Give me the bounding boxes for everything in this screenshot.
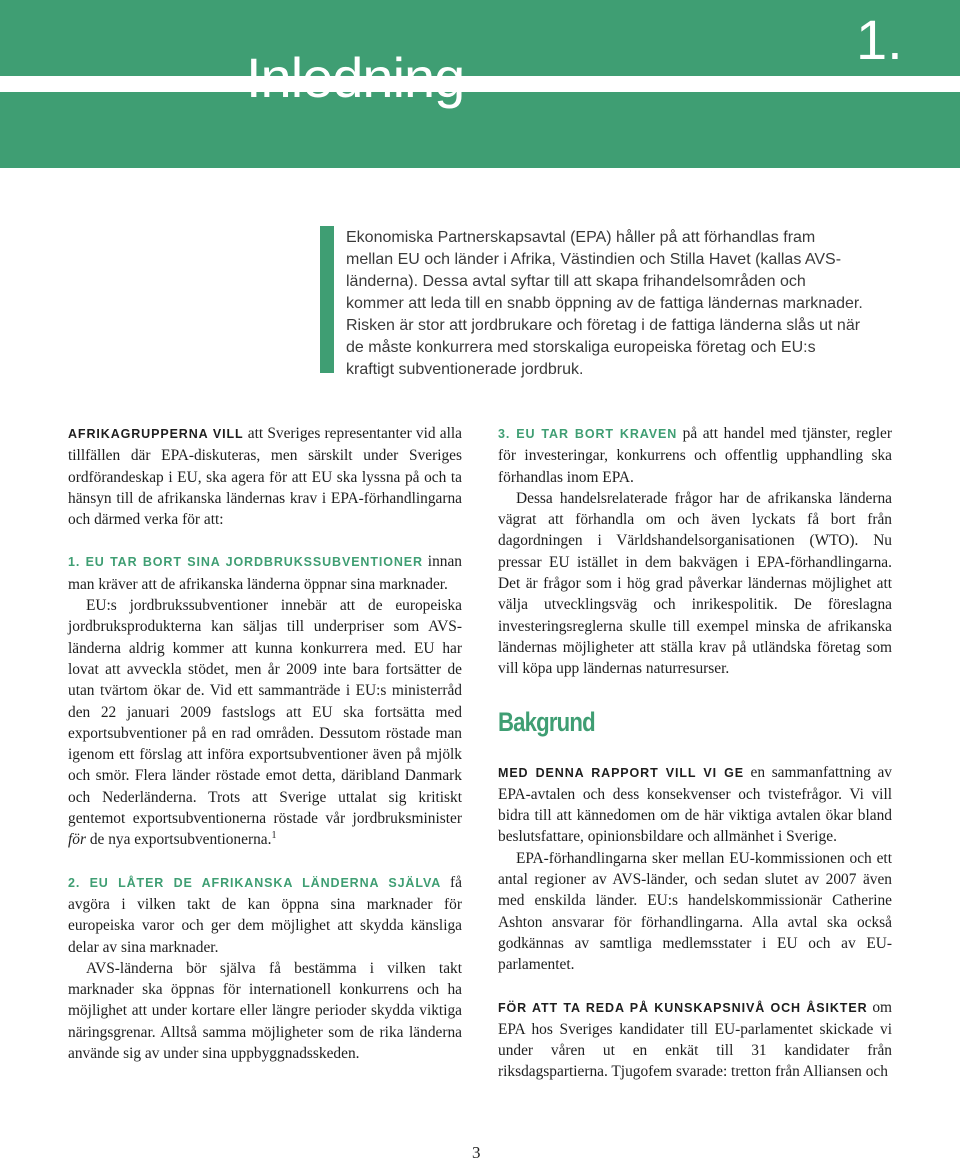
paragraph [498,997,892,1083]
paragraph-text: EPA-förhandlingarna sker mellan EU-kommissionen och ett antal regioner av AVS-länder, och sedan slutet av 2007 även med enskilda länder. EU:s handelskommissionär Catherine Ashton ansvarar för förhandlingarna. Alla avtal ska också godkännas av samtliga medlemsstater i EU och av EU-parlamentet. [498,849,892,974]
demand-3 [498,423,892,488]
paragraph-text-end: de nya exportsubventionerna. [85,831,272,849]
left-column [68,423,462,1064]
run-in-heading: AFRIKAGRUPPERNA VILL [68,427,244,441]
paragraph-text: AVS-länderna bör själva få bestämma i vilken takt marknader ska öppnas för internationell konkurrens och ha möjlighet att under kortare eller längre perioder skydda viktiga näringsgrenar. Alltså samma möjligheter som de rika länderna använde sig av under sina uppbyggnadsskeden. [68,959,462,1063]
page-number: 3 [472,1143,481,1162]
demand-text: innan man kräver att de afrikanska länderna öppnar sina marknader. [68,553,462,593]
chapter-number: 1. [856,8,903,71]
paragraph [68,958,462,1064]
demand-1 [68,551,462,595]
run-in-heading: FÖR ATT TA REDA PÅ KUNSKAPSNIVÅ OCH ÅSIKTER [498,1000,868,1015]
demand-text: på att handel med tjänster, regler för investeringar, konkurrens och offentlig upphandling ska förhandlas inom EPA. [498,425,892,486]
chapter-title: Inledning [246,45,465,109]
intro-text: Ekonomiska Partnerskapsavtal (EPA) håller på att förhandlas fram mellan EU och länder i Afrika, Västindien och Stilla Havet (kallas AVS-länderna). Dessa avtal syftar till att skapa frihandelsområden och kommer att leda till en snabb öppning av de fattiga ländernas marknader. Risken är stor att jordbrukare och företag i de fattiga länderna slås ut när de måste konkurrera med storskaliga europeiska företag och EU:s kraftigt subventionerade jordbruk. [346,229,863,378]
paragraph-text: att Sveriges representanter vid alla tillfällen där EPA-diskuteras, men särskilt under Sveriges ordförandeskap i EU, ska agera för att EU ska lyssna på och ta hänsyn till de afrikanska ländernas krav i EPA-förhandlingarna och därmed verka för att: [68,425,462,529]
emphasis: för [68,831,86,849]
paragraph [498,488,892,680]
demand-heading: 2. EU LÅTER DE AFRIKANSKA LÄNDERNA SJÄLVA [68,875,442,890]
intro-block [346,227,866,381]
paragraph [68,423,462,530]
section-heading: Bakgrund [498,706,595,737]
demand-text: få avgöra i vilken takt de kan öppna sina marknader för europeiska varor och ger dem möjlighet att skydda känsliga delar av sina marknader. [68,873,462,956]
header-band-gap [0,76,960,92]
demand-2 [68,872,462,958]
footnote-marker: 1 [271,830,277,842]
header-band-top [0,0,960,76]
intro-accent-bar [320,226,334,373]
paragraph-text: en sammanfattning av EPA-avtalen och dess konsekvenser och tvistefrågor. Vi vill bidra till att kännedomen om de här viktiga avtalen ökar bland beslutsfattare, opinionsbildare och allmänhet i Sverige. [498,763,892,846]
header-band-bottom [0,92,960,168]
paragraph-text: Dessa handelsrelaterade frågor har de afrikanska länderna vägrat att förhandla om och även lyckats få bort från dagordningen i Världshandelsorganisationen (WTO). Nu pressar EU istället in dem bakvägen i EPA-förhandlingarna. Det är frågor som i hög grad påverkar ländernas möjlighet att välja utvecklingsväg och inrikespolitik. De föreslagna investeringsreglerna skulle till exempel minska de afrikanska ländernas möjligheter att ställa krav på utländska företag som vill köpa upp ländernas naturresurser. [498,489,892,678]
paragraph [68,595,462,851]
paragraph-text: om EPA hos Sveriges kandidater till EU-parlamentet skickade vi under våren ut en enkät till 31 kandidater från riksdagspartierna. Tjugofem svarade: tretton från Alliansen och [498,998,893,1081]
paragraph-text: EU:s jordbrukssubventioner innebär att de europeiska jordbruksprodukterna kan säljas till underpriser som AVS-länderna aldrig kommer att kunna konkurrera med. EU har lovat att avveckla stödet, men år 2009 inte bara fortsätter de utan tvärtom ökar de. Vid ett sammanträde i EU:s ministerråd den 22 januari 2009 fastslogs att EU ska fortsätta med exportsubventioner på en rad områden. Dessutom röstade man igenom ett förslag att införa exportsubventioner även på mjölk och smör. Flera länder röstade emot detta, däribland Danmark och Nederländerna. Trots att Sverige uttalat sig kritiskt gentemot exportsubventionerna röstade vår jordbruksminister [68,597,462,828]
demand-heading: 3. EU TAR BORT KRAVEN [498,427,678,441]
right-column [498,423,892,1083]
paragraph [498,848,892,976]
paragraph [498,762,892,848]
demand-heading: 1. EU TAR BORT SINA JORDBRUKSSUBVENTIONER [68,555,423,570]
run-in-heading: MED DENNA RAPPORT VILL VI GE [498,765,744,780]
